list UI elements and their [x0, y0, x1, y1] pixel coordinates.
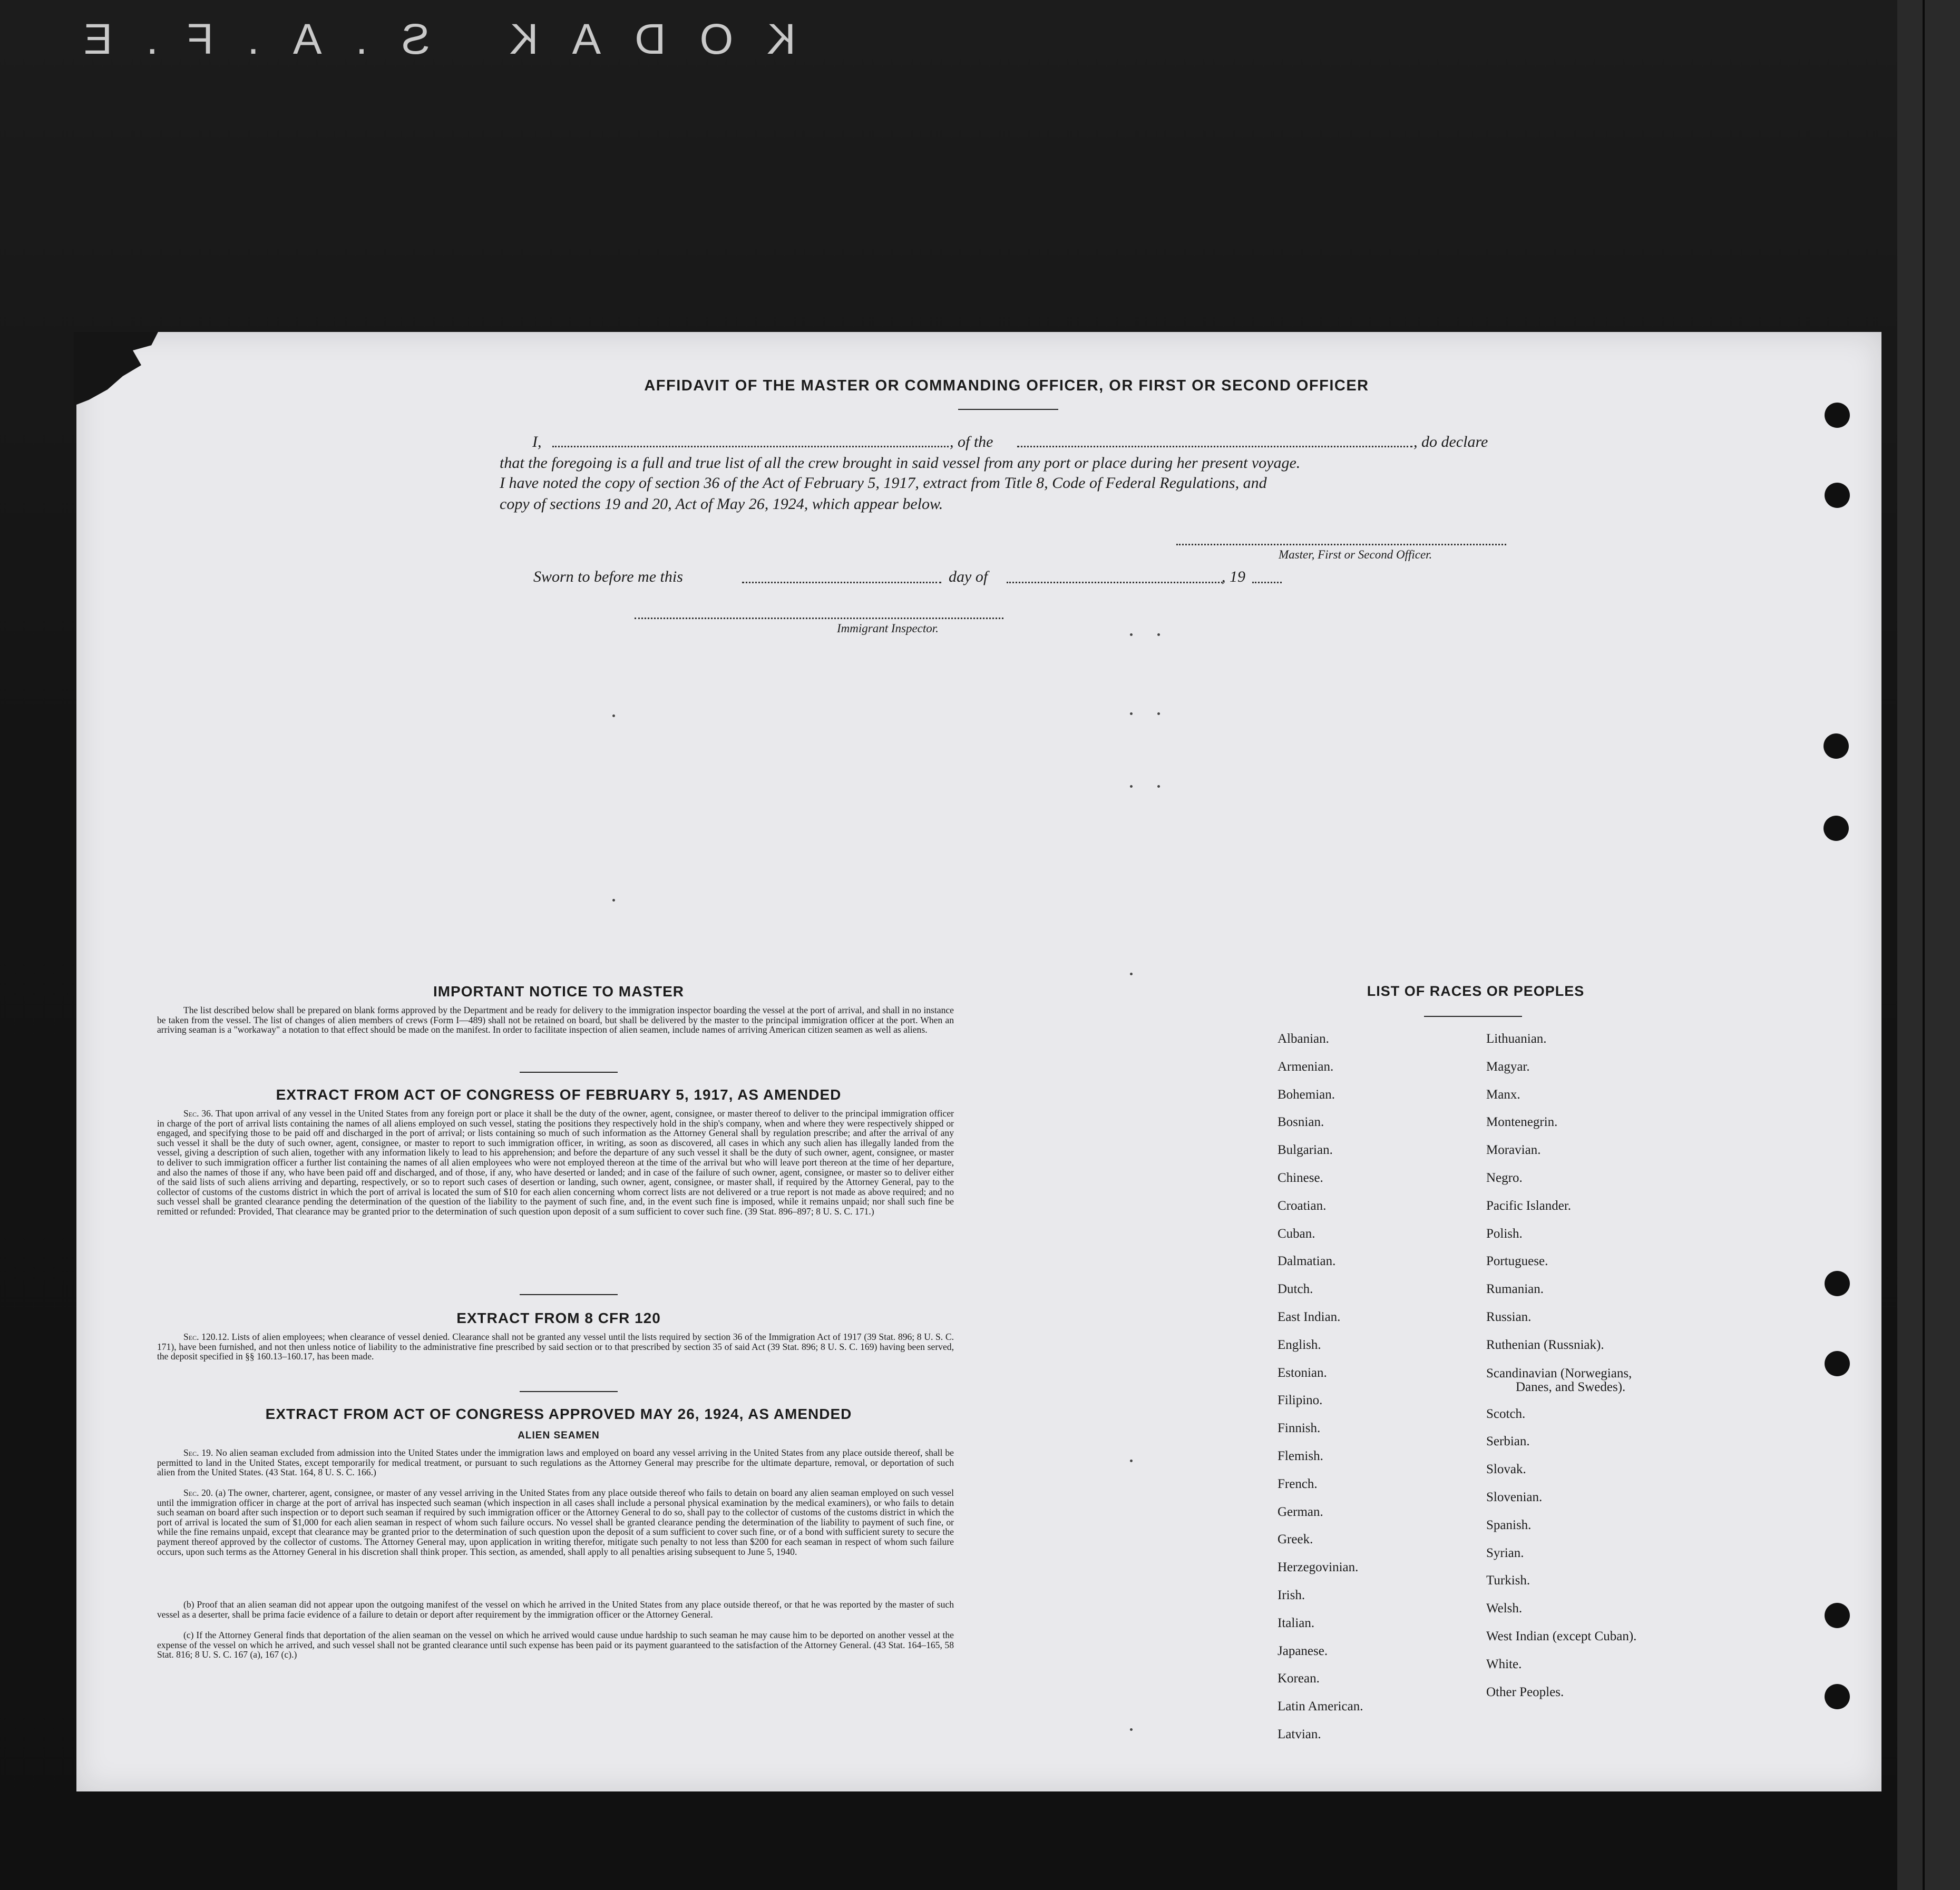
fold-mark	[1130, 1460, 1133, 1462]
race-item: Albanian.	[1278, 1032, 1329, 1046]
race-item: Bohemian.	[1278, 1087, 1335, 1102]
races-column-2	[1486, 1025, 1636, 1706]
sworn-year-field[interactable]	[1252, 582, 1282, 583]
vessel-name-field[interactable]	[1017, 446, 1412, 447]
race-item: Ruthenian (Russniak).	[1486, 1337, 1604, 1352]
race-item: Welsh.	[1486, 1601, 1523, 1616]
race-item: Slovenian.	[1486, 1490, 1543, 1504]
race-item: White.	[1486, 1657, 1522, 1671]
race-item: Slovak.	[1486, 1462, 1526, 1477]
race-item: Finnish.	[1278, 1421, 1321, 1436]
race-item: Herzegovinian.	[1278, 1560, 1359, 1575]
race-item: Moravian.	[1486, 1143, 1541, 1158]
divider	[520, 1072, 618, 1073]
notice-body: The list described below shall be prepared on blank forms approved by the Department and be ready for delivery to the immigration inspector boarding the vessel at the port of arrival, and shall in no instance be taken from the vessel. The list of changes of alien members of crews (Form I—489) shall not be retained on board, but shall be delivered by the master to the principal immigration officer at the port. When an arriving seaman is a "workaway" a notation to that effect should be made on the manifest. In order to facilitate inspection of alien seamen, include names of arriving American citizen seamen as well as aliens.	[157, 1005, 954, 1035]
extract-1917-body	[157, 1109, 954, 1217]
race-item: Japanese.	[1278, 1643, 1328, 1658]
year-label: , 19	[1222, 568, 1245, 585]
race-item: Latvian.	[1278, 1727, 1321, 1741]
affidavit-do-declare-label: , do declare	[1413, 433, 1488, 451]
race-item: Bosnian.	[1278, 1115, 1324, 1130]
race-item: Armenian.	[1278, 1059, 1334, 1074]
race-item: Polish.	[1486, 1226, 1523, 1241]
affidavit-of-the-label: , of the	[950, 433, 993, 451]
race-item: Portuguese.	[1486, 1254, 1548, 1269]
race-item: Filipino.	[1278, 1393, 1323, 1408]
race-item: Syrian.	[1486, 1545, 1524, 1560]
divider	[520, 1391, 618, 1392]
affidavit-title: AFFIDAVIT OF THE MASTER OR COMMANDING OFFICER, OR FIRST OR SECOND OFFICER	[644, 377, 1369, 394]
sworn-label: Sworn to before me this	[533, 568, 683, 585]
sec-19-text: No alien seaman excluded from admission into the United States under the immigration laws and employed on board any vessel arriving in the United States from any place outside thereof, shall be permitted to land in the United States, except temporarily for medical treatment, or pursuant to such regulations as the Attorney General may prescribe for the ultimate departure, removal, or deportation of such alien from the United States. (43 Stat. 164, 8 U. S. C. 166.)	[157, 1447, 954, 1478]
race-item: Lithuanian.	[1486, 1032, 1547, 1046]
race-item: West Indian (except Cuban).	[1486, 1629, 1637, 1643]
sec-19-paragraph	[157, 1448, 954, 1477]
sec-120-label: Sec. 120.12.	[183, 1331, 229, 1342]
race-item: Magyar.	[1486, 1059, 1530, 1074]
sec-19-label: Sec. 19.	[183, 1447, 213, 1458]
notice-title: IMPORTANT NOTICE TO MASTER	[433, 983, 685, 1000]
punch-hole	[1825, 403, 1850, 428]
sec-120-text: Lists of alien employees; when clearance of vessel denied. Clearance shall not be granted any vessel until the lists required by section 36 of the Immigration Act of 1917 (39 Stat. 896; 8 U. S. C. 171), have been furnished, and not then unless notice of liability to the administrative fine prescribed by said section or to that prescribed by section 35 of said Act (39 Stat. 896; 8 U. S. C. 169) having been served, the deposit specified in §§ 160.13–160.17, has been made.	[157, 1331, 954, 1362]
race-item: Greek.	[1278, 1532, 1313, 1547]
punch-hole	[1825, 1271, 1850, 1296]
sworn-month-field[interactable]	[1007, 582, 1223, 583]
punch-hole	[1825, 1684, 1850, 1709]
race-item: Korean.	[1278, 1671, 1320, 1686]
affidavit-i-label: I,	[532, 433, 542, 451]
punch-hole	[1825, 1603, 1850, 1628]
fold-mark	[1130, 712, 1133, 715]
race-item: Dutch.	[1278, 1282, 1313, 1297]
sec-20b-paragraph: (b) Proof that an alien seaman did not appear upon the outgoing manifest of the vessel on which he arrived in the United States from any place outside thereof, or that he was reported by the master of such vessel as a deserter, shall be prima facie evidence of a failure to detain or deport after requirement by the immigration officer or the Attorney General.	[157, 1599, 954, 1620]
race-item: Dalmatian.	[1278, 1254, 1336, 1269]
punch-hole	[1824, 816, 1849, 841]
film-strip-edge	[1897, 0, 1960, 1890]
inspector-caption: Immigrant Inspector.	[837, 622, 939, 635]
extract-cfr-title: EXTRACT FROM 8 CFR 120	[456, 1310, 661, 1326]
fold-mark	[1130, 633, 1133, 636]
race-item: Croatian.	[1278, 1198, 1327, 1213]
race-item: Pacific Islander.	[1486, 1198, 1572, 1213]
day-of-label: day of	[949, 568, 988, 585]
races-title: LIST OF RACES OR PEOPLES	[1367, 983, 1585, 999]
race-item: Cuban.	[1278, 1226, 1315, 1241]
race-item: Chinese.	[1278, 1170, 1323, 1185]
fold-mark	[1130, 785, 1133, 788]
race-item: Montenegrin.	[1486, 1115, 1558, 1130]
film-edge-print: KODAK S.A.F.E	[50, 15, 796, 63]
sworn-day-field[interactable]	[742, 582, 941, 583]
race-item: Latin American.	[1278, 1699, 1363, 1714]
alien-seamen-subtitle: ALIEN SEAMEN	[518, 1430, 600, 1441]
fold-mark	[1130, 1728, 1133, 1731]
divider	[520, 1294, 618, 1295]
race-item: Flemish.	[1278, 1448, 1323, 1463]
race-item: Italian.	[1278, 1615, 1315, 1630]
extract-1924-title: EXTRACT FROM ACT OF CONGRESS APPROVED MAY 26, 1924, AS AMENDED	[265, 1406, 852, 1422]
race-item: Russian.	[1486, 1309, 1532, 1324]
affidavit-line-3: I have noted the copy of section 36 of the Act of February 5, 1917, extract from Title 8, Code of Federal Regulations, and	[500, 474, 1267, 492]
fold-mark	[1130, 973, 1133, 975]
race-item: Estonian.	[1278, 1365, 1327, 1380]
title-underline	[958, 409, 1058, 410]
race-item: German.	[1278, 1504, 1323, 1519]
race-item: East Indian.	[1278, 1309, 1341, 1324]
race-item: Scandinavian (Norwegians,	[1486, 1366, 1632, 1380]
race-item: Other Peoples.	[1486, 1685, 1564, 1699]
sec-36-text: That upon arrival of any vessel in the United States from any foreign port or place it shall be the duty of the owner, agent, consignee, or master thereof to deliver to the principal immigration officer in charge of the port of arrival lists containing the names of all aliens employed on such vessel, stating the positions they respectively hold in the ship's company, when and where they were respectively shipped or engaged, and specifying those to be paid off and discharged in the port of arrival; or lists containing so much of such information as the Attorney General shall by regulation prescribe; and after the arrival of any such vessel it shall be the duty of such owner, agent, consignee, or master to report to such immigration officer, in writing, as soon as discovered, all cases in which any such alien has illegally landed from the vessel, giving a description of such alien, together with any information likely to lead to his apprehension; and before the departure of any such vessel it shall be the duty of such owner, agent, consignee, or master to deliver to such immigration officer a further list containing the names of all alien employees who were not employed thereon at the time of the arrival but who will leave port thereon at the time of her departure, and also the names of those if any, who have been paid off and discharged, and of those, if any, who have deserted or landed; and in case of the failure of such owner, agent, consignee, or master so to deliver either of the said lists of such aliens arriving and departing, respectively, or so to report such cases of desertion or landing, such owner, agent, consignee, or master shall, if required by the Attorney General, pay to the collector of customs of the customs district in which the port of arrival is located the sum of $10 for each alien concerning whom correct lists are not delivered or a true report is not made as above required; and no such vessel shall be granted clearance pending the determination of the question of the liability to the payment of such fine, and, in the event such fine is imposed, while it remains unpaid; nor shall such fine be remitted or refunded: Provided, That clearance may be granted prior to the determination of such question upon deposit of a sum sufficient to cover such fine. (39 Stat. 896–897; 8 U. S. C. 171.)	[157, 1108, 954, 1217]
race-item: Bulgarian.	[1278, 1143, 1333, 1158]
fold-mark	[612, 714, 615, 717]
sec-20c-paragraph: (c) If the Attorney General finds that deportation of the alien seaman on the vessel on which he arrived would cause undue hardship to such seaman he may cause him to be deported on another vessel at the expense of the vessel on which he arrived, and such vessel shall not be granted clearance until such expense has been paid or its payment guaranteed to the satisfaction of the Attorney General. (43 Stat. 164–165, 58 Stat. 816; 8 U. S. C. 167 (a), 167 (c).)	[157, 1630, 954, 1660]
race-item: French.	[1278, 1476, 1318, 1491]
sec-20a-text: (a) The owner, charterer, agent, consignee, or master of any vessel arriving in the United States from any place outside thereof who fails to detain on board any alien seaman employed on such vessel until the immigration officer in charge at the port of arrival has inspected such seaman (which inspection in all cases shall include a personal physical examination by the medical examiners), or who fails to detain such seaman on board after such inspection or to deport such seaman if required by such immigration officer or the Attorney General to do so, shall pay to the collector of customs of the customs district in which the port of arrival is located the sum of $1,000 for each alien seaman in respect of whom such failure occurs. No vessel shall be granted clearance pending the determination of the liability to payment of such fine, or while the fine remains unpaid, except that clearance may be granted prior to the determination of such question upon the deposit of a sum sufficient to cover such fine, or of a bond with sufficient surety to secure the payment thereof approved by the collector of customs. The Attorney General may, upon application in writing therefor, mitigate such penalty to not less than $200 for each seaman in respect of whom such failure occurs, upon such terms as the Attorney General in his discretion shall think proper. This section, as amended, shall apply to all penalties arising subsequent to June 5, 1940.	[157, 1487, 954, 1557]
race-item: English.	[1278, 1337, 1321, 1352]
declarant-name-field[interactable]	[552, 446, 949, 447]
punch-hole	[1824, 733, 1849, 759]
race-item: Negro.	[1486, 1170, 1523, 1185]
race-item-continued: Danes, and Swedes).	[1516, 1379, 1626, 1394]
affidavit-line-4: copy of sections 19 and 20, Act of May 26, 1924, which appear below.	[500, 495, 943, 513]
punch-hole	[1825, 483, 1850, 508]
races-underline	[1424, 1016, 1522, 1017]
race-item: Scotch.	[1486, 1406, 1526, 1421]
fold-mark	[1157, 785, 1160, 788]
fold-mark	[1157, 633, 1160, 636]
race-item: Irish.	[1278, 1588, 1305, 1602]
sec-20a-paragraph	[157, 1488, 954, 1556]
master-signature-line[interactable]	[1176, 544, 1506, 545]
race-item: Serbian.	[1486, 1434, 1530, 1449]
sec-36-label: Sec. 36.	[183, 1108, 213, 1119]
race-item: Turkish.	[1486, 1573, 1530, 1588]
sec-20-label: Sec. 20.	[183, 1487, 213, 1498]
fold-mark	[1157, 712, 1160, 715]
race-item: Rumanian.	[1486, 1282, 1544, 1297]
races-column-1	[1278, 1025, 1363, 1749]
race-item: Spanish.	[1486, 1517, 1532, 1532]
fold-mark	[612, 899, 615, 902]
extract-1917-title: EXTRACT FROM ACT OF CONGRESS OF FEBRUARY 5, 1917, AS AMENDED	[276, 1086, 842, 1103]
inspector-signature-line[interactable]	[635, 618, 1003, 619]
race-item: Manx.	[1486, 1087, 1520, 1102]
affidavit-line-2: that the foregoing is a full and true list of all the crew brought in said vessel from any port or place during her present voyage.	[500, 454, 1301, 472]
extract-cfr-body	[157, 1332, 954, 1362]
punch-hole	[1825, 1351, 1850, 1376]
master-signature-caption: Master, First or Second Officer.	[1279, 548, 1432, 561]
